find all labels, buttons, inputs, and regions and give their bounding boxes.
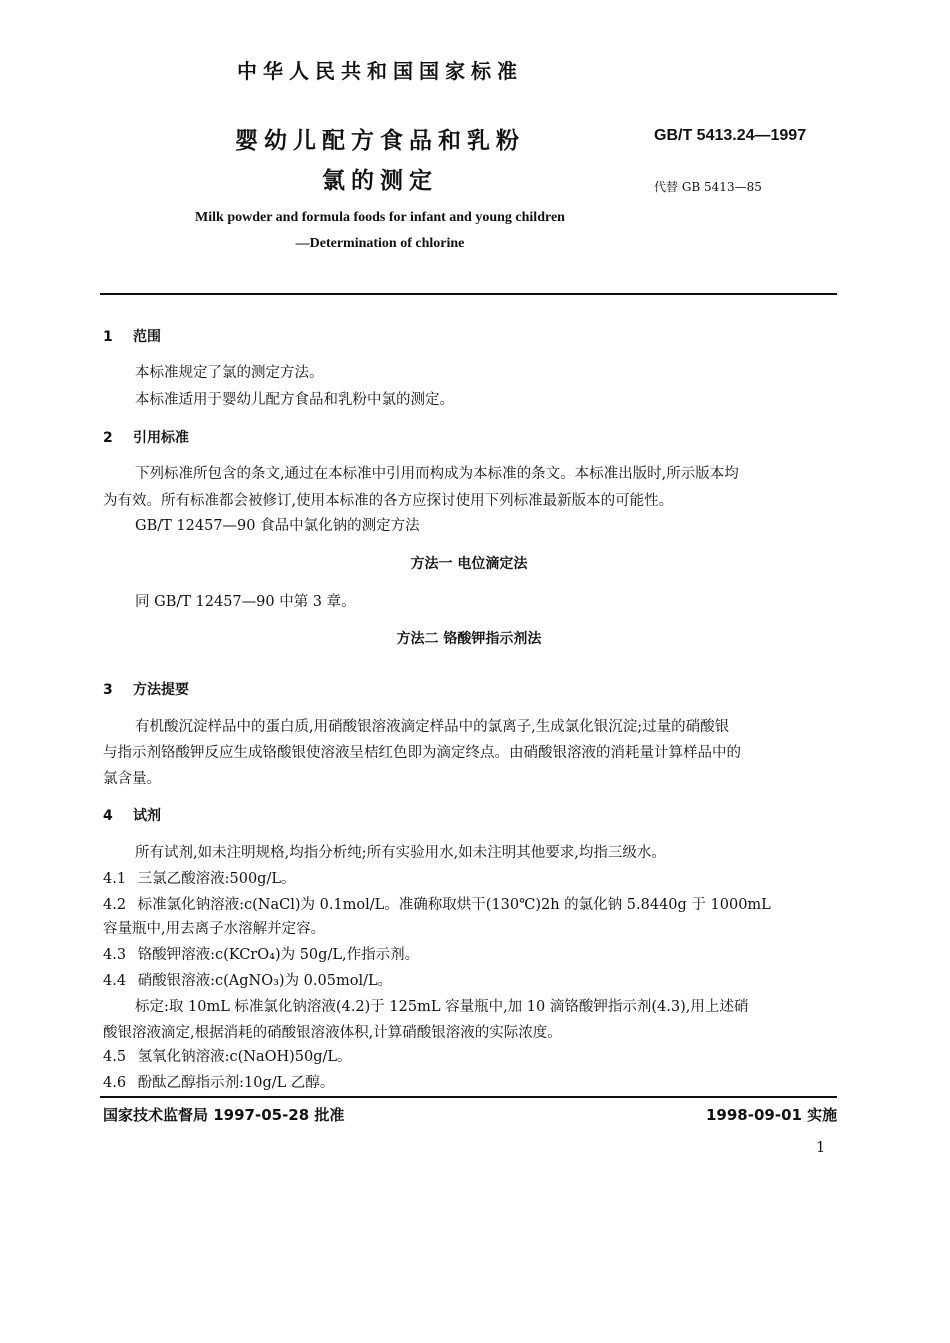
section-3-heading: 3 方法提要: [103, 682, 189, 698]
section-3-line3: 氯含量。: [103, 771, 161, 787]
standard-number: GB/T 5413.24—1997: [654, 127, 807, 144]
section-4-intro: 所有试剂,如未注明规格,均指分析纯;所有实验用水,如未注明其他要求,均指三级水。: [135, 845, 666, 861]
section-2-para-line1: 下列标准所包含的条文,通过在本标准中引用而构成为本标准的条文。本标准出版时,所示版本均: [135, 466, 739, 482]
item-4-2-line2: 容量瓶中,用去离子水溶解并定容。: [103, 921, 326, 937]
calibration-line2: 酸银溶液滴定,根据消耗的硝酸银溶液体积,计算硝酸银溶液的实际浓度。: [103, 1025, 562, 1041]
item-4-6: 4.6 酚酞乙醇指示剂:10g/L 乙醇。: [103, 1075, 335, 1091]
footer-divider: [100, 1096, 837, 1098]
section-2-heading: 2 引用标准: [103, 430, 189, 446]
page-number: 1: [816, 1140, 826, 1156]
item-4-5: 4.5 氢氧化钠溶液:c(NaOH)50g/L。: [103, 1049, 352, 1065]
implementation-date: 1998-09-01 实施: [706, 1106, 838, 1124]
normative-reference: GB/T 12457—90 食品中氯化钠的测定方法: [135, 518, 420, 534]
section-3-line1: 有机酸沉淀样品中的蛋白质,用硝酸银溶液滴定样品中的氯离子,生成氯化银沉淀;过量的硝酸银: [135, 719, 730, 735]
document-title-line2: 氯的测定: [322, 168, 438, 194]
english-title-line2: —Determination of chlorine: [295, 236, 465, 251]
approval-date: 国家技术监督局 1997-05-28 批准: [103, 1106, 345, 1124]
item-4-4: 4.4 硝酸银溶液:c(AgNO₃)为 0.05mol/L。: [103, 973, 393, 989]
section-2-para-line2: 为有效。所有标准都会被修订,使用本标准的各方应探讨使用下列标准最新版本的可能性。: [103, 493, 674, 509]
replaces-standard: 代替 GB 5413—85: [654, 180, 762, 194]
section-1-para1: 本标准规定了氯的测定方法。: [135, 365, 324, 381]
section-1-para2: 本标准适用于婴幼儿配方食品和乳粉中氯的测定。: [135, 392, 454, 408]
section-1-heading: 1 范围: [103, 329, 161, 345]
english-title-line1: Milk powder and formula foods for infant and young children: [195, 210, 565, 225]
method-1-heading: 方法一 电位滴定法: [410, 556, 528, 572]
item-4-1: 4.1 三氯乙酸溶液:500g/L。: [103, 871, 296, 887]
section-3-line2: 与指示剂铬酸钾反应生成铬酸银使溶液呈桔红色即为滴定终点。由硝酸银溶液的消耗量计算样品中的: [103, 745, 741, 761]
document-title-line1: 婴幼儿配方食品和乳粉: [235, 128, 525, 154]
national-standard-heading: 中华人民共和国国家标准: [237, 59, 523, 83]
calibration-line1: 标定:取 10mL 标准氯化钠溶液(4.2)于 125mL 容量瓶中,加 10 滴铬酸钾指示剂(4.3),用上述硝: [135, 999, 749, 1015]
method-2-heading: 方法二 铬酸钾指示剂法: [396, 631, 542, 647]
item-4-3: 4.3 铬酸钾溶液:c(KCrO₄)为 50g/L,作指示剂。: [103, 947, 420, 963]
header-divider: [100, 293, 837, 295]
method-1-text: 同 GB/T 12457—90 中第 3 章。: [135, 594, 356, 610]
section-4-heading: 4 试剂: [103, 808, 161, 824]
item-4-2-line1: 4.2 标准氯化钠溶液:c(NaCl)为 0.1mol/L。准确称取烘干(130℃)2h 的氯化钠 5.8440g 于 1000mL: [103, 897, 771, 913]
